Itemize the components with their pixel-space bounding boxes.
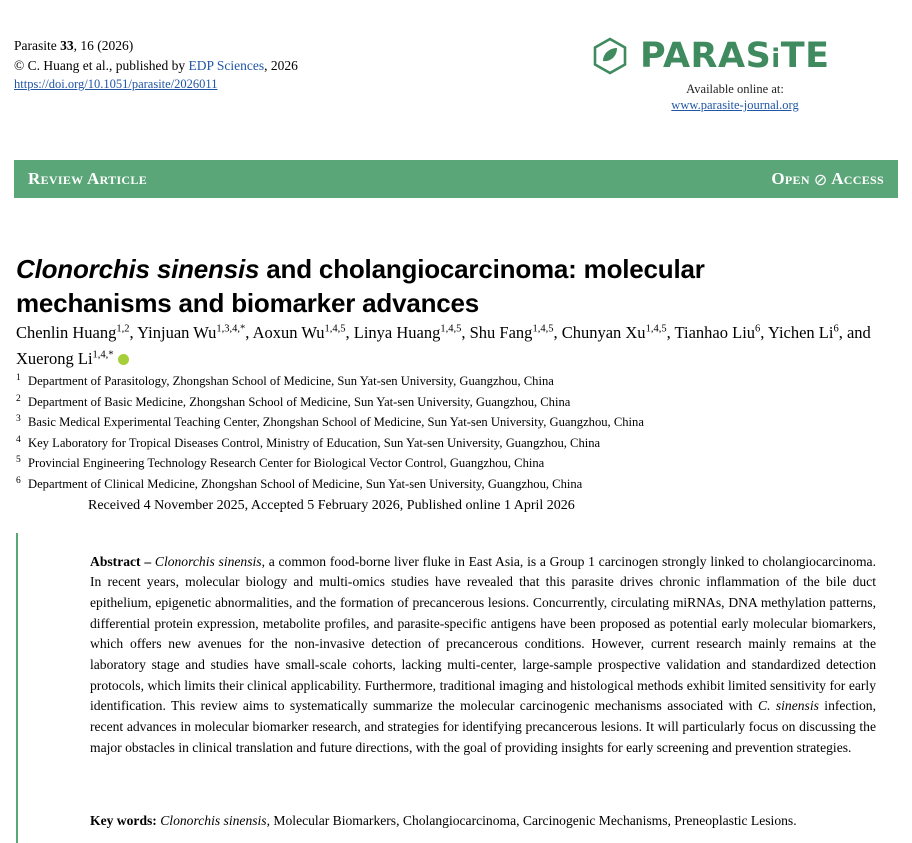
journal-citation-line <box>14 36 574 56</box>
journal-volume: 33 <box>60 38 74 53</box>
abstract-label: Abstract – <box>90 553 155 569</box>
keywords-rest: , Molecular Biomarkers, Cholangiocarcinoma, Carcinogenic Mechanisms, Preneoplastic Lesions. <box>266 812 797 828</box>
keywords-text <box>90 811 876 832</box>
publication-dates: Received 4 November 2025, Accepted 5 February 2026, Published online 1 April 2026 <box>88 498 575 513</box>
author-name: Linya Huang <box>353 323 441 342</box>
affiliation-text: Department of Parasitology, Zhongshan School of Medicine, Sun Yat-sen University, Guangzhou, China <box>28 374 554 389</box>
affiliation-number: 2 <box>16 393 21 404</box>
open-access-prefix: Open <box>771 169 810 188</box>
affiliation-number: 6 <box>16 475 21 486</box>
author-name: Shu Fang <box>469 323 533 342</box>
article-type-label: Review Article <box>28 169 148 188</box>
hexagon-leaf-icon <box>590 36 630 76</box>
affiliation-text: Basic Medical Experimental Teaching Center, Zhongshan School of Medicine, Sun Yat-sen University, Guangzhou, China <box>28 415 644 430</box>
orcid-icon[interactable] <box>118 354 129 365</box>
author-affiliation-marker: 1,4,* <box>92 349 114 361</box>
open-access-suffix: Access <box>831 169 884 188</box>
journal-issue-year: , 16 (2026) <box>73 38 134 53</box>
author-affiliation-marker: 1,3,4,* <box>216 323 246 335</box>
publisher-link[interactable]: EDP Sciences <box>188 57 265 73</box>
author-names: Chenlin Huang$^{1,2}$, Yinjuan $Wu^{1,3,4,*}$, Aoxun Wu$^{1,4,5}$, Linya Huang$^{1,4,5}$, Shu Fang$^{1,4,5}$, Chunyan Xu$^{1,4,5}$, Tianhao Liu$^6$, Yichen Li$^6$, and Xuerong $Li^{1,4,*}$ <box>16 323 871 368</box>
journal-url-link[interactable]: www.parasite-journal.org <box>671 98 799 112</box>
author-affiliation-marker: 6 <box>833 323 839 335</box>
keywords-label: Key words: <box>90 812 161 828</box>
affiliation-text: Provincial Engineering Technology Research Center for Biological Vector Control, Guangzhou, China <box>28 456 545 471</box>
journal-masthead <box>14 36 574 93</box>
journal-logo-block <box>590 36 890 113</box>
keywords-species: Clonorchis sinensis <box>160 812 267 828</box>
availability-note <box>590 82 880 113</box>
affiliation-number: 3 <box>16 414 21 425</box>
affiliation-text: Department of Basic Medicine, Zhongshan School of Medicine, Sun Yat-sen University, Guangzhou, China <box>28 394 571 409</box>
journal-wordmark: PARASiTE <box>640 35 830 76</box>
doi-link[interactable]: https://doi.org/10.1051/parasite/2026011 <box>14 77 218 92</box>
page-title <box>16 253 816 321</box>
author-name: and Xuerong Li <box>16 323 871 368</box>
affiliation-item <box>16 474 886 495</box>
abstract-body-1: , a common food-borne liver fluke in East Asia, is a Group 1 carcinogen strongly linked to cholangiocarcinoma. In recent years, molecular biology and multi-omics studies have revealed that this parasite drives chronic inflammation of the bile duct epithelium, epigenetic abnormalities, and the formation of precancerous lesions. Concurrently, circulating miRNAs, DNA methylation patterns, differential protein expression, metabolite profiles, and parasite-specific antigens have been proposed as potential early molecular biomarkers, which offers new avenues for the non-invasive detection of precancerous conditions. However, current research mainly remains at the laboratory stage and studies have small-scale cohorts, lacking multi-center, large-sample prospective validation and standardized detection protocols, which limits their clinical applicability. Furthermore, traditional imaging and histological methods exhibit limited sensitivity for early identification. This review aims to systematically summarize the molecular carcinogenic mechanisms associated with <box>90 553 876 714</box>
abstract-text <box>90 552 876 759</box>
logo-row <box>590 36 890 76</box>
abstract-species-2: C. sinensis <box>758 698 819 714</box>
affiliation-item <box>16 392 886 413</box>
affiliation-item <box>16 412 886 433</box>
affiliation-number: 4 <box>16 434 21 445</box>
abstract-species-1: Clonorchis sinensis <box>154 553 262 569</box>
author-affiliation-marker: 1,2 <box>116 323 130 335</box>
affiliation-list <box>16 371 886 494</box>
author-name: Tianhao Liu <box>674 323 756 342</box>
affiliation-item <box>16 453 886 474</box>
author-affiliation-marker: 1,4,5 <box>440 323 462 335</box>
abstract-block <box>16 533 896 843</box>
affiliation-number: 1 <box>16 373 21 383</box>
journal-name: Parasite <box>14 38 57 53</box>
open-access-icon: ⊘ <box>813 169 828 189</box>
author-affiliation-marker: 1,4,5 <box>532 323 554 335</box>
title-remainder: and cholangiocarcinoma: molecular mechanisms and biomarker advances <box>16 254 705 319</box>
author-name: Chunyan Xu <box>561 323 646 342</box>
author-affiliation-marker: 1,4,5 <box>645 323 667 335</box>
affiliation-item <box>16 371 886 392</box>
affiliation-text: Department of Clinical Medicine, Zhongshan School of Medicine, Sun Yat-sen University, Guangzhou, China <box>28 477 583 492</box>
open-access-badge <box>771 169 884 189</box>
author-name: Chenlin Huang <box>16 323 117 342</box>
available-label: Available online at: <box>686 82 784 96</box>
copyright-line <box>14 56 574 76</box>
author-name: Yinjuan Wu <box>137 323 217 342</box>
author-affiliation-marker: 1,4,5 <box>324 323 346 335</box>
copyright-suffix: , 2026 <box>264 57 298 73</box>
affiliation-number: 5 <box>16 455 21 466</box>
affiliation-text: Key Laboratory for Tropical Diseases Control, Ministry of Education, Sun Yat-sen University, Guangzhou, China <box>28 435 601 450</box>
author-list <box>16 320 886 371</box>
author-name: Yichen Li <box>767 323 834 342</box>
author-name: Aoxun Wu <box>252 323 325 342</box>
title-species: Clonorchis sinensis <box>16 254 260 285</box>
author-affiliation-marker: 6 <box>755 323 761 335</box>
affiliation-item <box>16 433 886 454</box>
copyright-prefix: © C. Huang et al., published by <box>14 57 189 73</box>
abstract-body-2: infection, recent advances in molecular biomarker research, and strategies for identifying precancerous lesions. It will particularly focus on discussing the major obstacles in clinical translation and future directions, with the goal of providing insights for early screening and prevention strategies. <box>90 698 876 755</box>
article-type-band <box>14 160 898 198</box>
